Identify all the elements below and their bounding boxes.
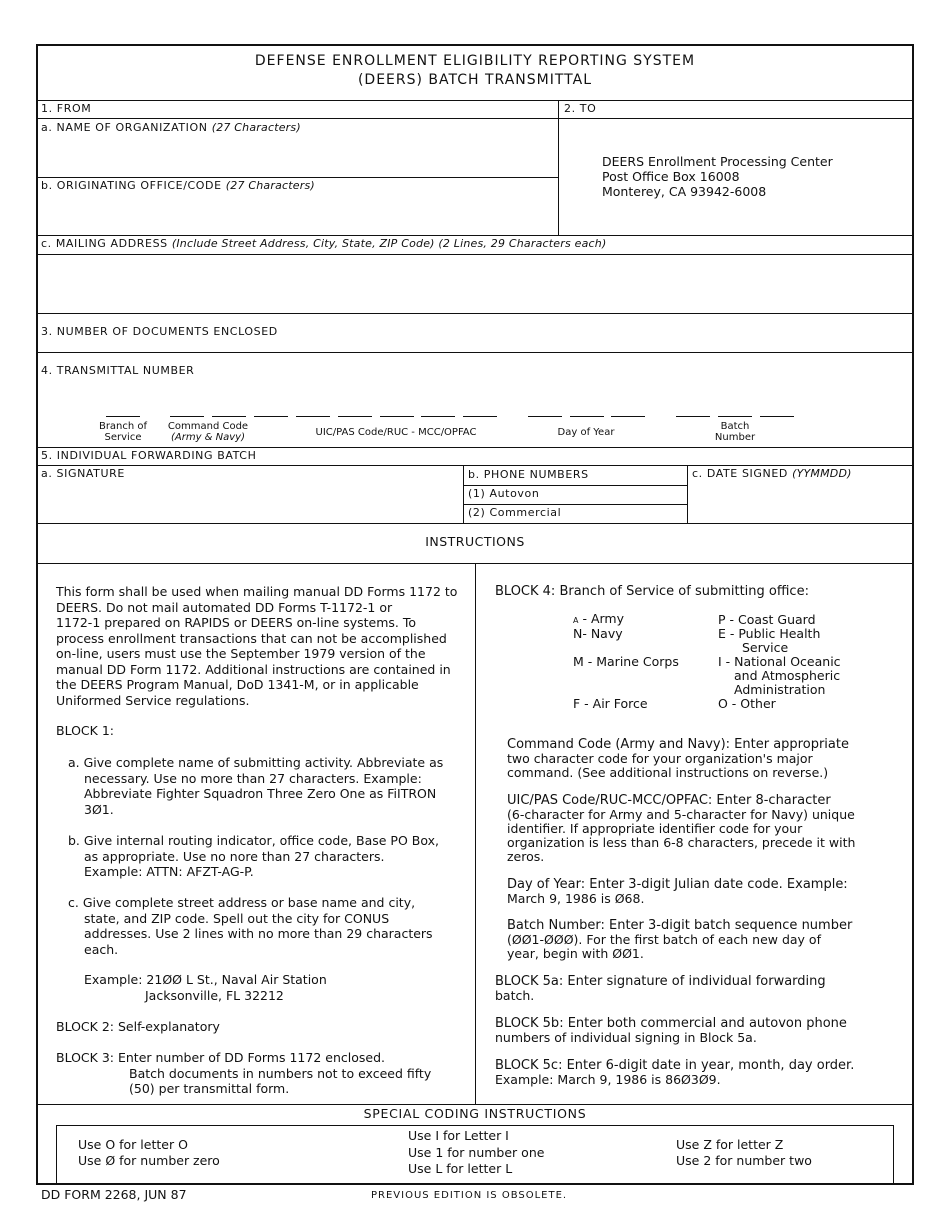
uic-blank-4[interactable] (380, 416, 414, 417)
day-blank-1[interactable] (528, 416, 562, 417)
commercial-label: (2) Commercial (468, 506, 562, 519)
block1-c-text: c. Give complete street address or base name and city, state, and ZIP code. Spell out the city for CONUS addresses. Use 2 lines with no more than 29 characters each. (68, 895, 433, 957)
divider (36, 465, 914, 466)
divider (36, 177, 558, 178)
form-title-line2: (DEERS) BATCH TRANSMITTAL (357, 72, 593, 88)
date-signed-label: c. DATE SIGNED (YYMMDD) (692, 467, 852, 480)
command-code-caption: Command Code (Army & Navy) (167, 421, 249, 443)
to-address-line1: DEERS Enrollment Processing Center (602, 154, 833, 169)
branch-air-force: F - Air Force (573, 696, 648, 711)
divider (463, 465, 464, 523)
branch-public-health-2: Service (742, 640, 789, 655)
to-address-line3: Monterey, CA 93942-6008 (602, 184, 767, 199)
block2-label: 2. TO (564, 102, 597, 115)
divider (36, 1104, 914, 1105)
divider (36, 254, 914, 255)
form-id: DD FORM 2268, JUN 87 (41, 1187, 187, 1202)
block1-label: 1. FROM (41, 102, 92, 115)
mailing-address-label: c. MAILING ADDRESS (Include Street Address, City, State, ZIP Code) (2 Lines, 29 Characters each) (41, 237, 607, 250)
phone-numbers-label: b. PHONE NUMBERS (468, 468, 589, 481)
batch-blank-1[interactable] (676, 416, 710, 417)
block2-instruction: BLOCK 2: Self-explanatory (56, 1019, 220, 1034)
batch-blank-2[interactable] (718, 416, 752, 417)
form-title-line1: DEFENSE ENROLLMENT ELIGIBILITY REPORTING SYSTEM (254, 53, 696, 69)
block1-example: Example: 21ØØ L St., Naval Air Station Jacksonville, FL 32212 (84, 972, 327, 1003)
uic-blank-5[interactable] (421, 416, 455, 417)
divider (463, 485, 687, 486)
block4-label: 4. TRANSMITTAL NUMBER (41, 364, 195, 377)
divider (475, 563, 476, 1104)
uic-blank-2[interactable] (296, 416, 330, 417)
divider (36, 313, 914, 314)
branch-noaa-2: and Atmospheric (734, 668, 841, 683)
divider (36, 100, 914, 101)
branch-blank[interactable] (106, 416, 140, 417)
block5-label: 5. INDIVIDUAL FORWARDING BATCH (41, 449, 257, 462)
uic-blank-6[interactable] (463, 416, 497, 417)
divider (558, 100, 559, 235)
divider (36, 235, 914, 236)
block3-instruction: BLOCK 3: Enter number of DD Forms 1172 enclosed. Batch documents in numbers not to exceed fifty (50) per transmittal form. (56, 1050, 432, 1096)
batch-number-instruction: Batch Number: Enter 3-digit batch sequence number (ØØ1-ØØØ). For the first batch of each new day of year, begin with ØØ1. (507, 918, 853, 961)
batch-blank-3[interactable] (760, 416, 794, 417)
branch-noaa-3: Administration (734, 682, 826, 697)
divider (36, 118, 914, 119)
block3-label: 3. NUMBER OF DOCUMENTS ENCLOSED (41, 325, 278, 338)
branch-noaa: I - National Oceanic (718, 654, 841, 669)
org-name-label: a. NAME OF ORGANIZATION (27 Characters) (41, 121, 301, 134)
obsolete-note: PREVIOUS EDITION IS OBSOLETE. (371, 1190, 568, 1201)
block5c-instruction: BLOCK 5c: Enter 6-digit date in year, month, day order. Example: March 9, 1986 is 86Ø3Ø9. (495, 1058, 855, 1087)
divider (463, 504, 687, 505)
block1-a-text: a. Give complete name of submitting activity. Abbreviate as necessary. Use no more than 27 characters. Example: Abbreviate Fighter Squadron Three Zero One as FiITRON 3Ø1. (68, 755, 444, 817)
intro-paragraph: This form shall be used when mailing manual DD Forms 1172 to DEERS. Do not mail automated DD Forms T-1172-1 or 1172-1 prepared on RAPIDS or DEERS on-line systems. To process enrollment transactions that can not be accomplished on-line, users must use the September 1979 version of the manual DD Form 1172. Additional instructions are contained in the DEERS Program Manual, DoD 1341-M, or in applicable Uniformed Service regulations. (56, 584, 458, 708)
branch-army: A - Army (573, 611, 624, 626)
day-of-year-instruction: Day of Year: Enter 3-digit Julian date code. Example: March 9, 1986 is Ø68. (507, 877, 848, 906)
command-code-instruction: Command Code (Army and Navy): Enter appropriate two character code for your organization's major command. (See additional instructions on reverse.) (507, 737, 849, 780)
day-blank-2[interactable] (570, 416, 604, 417)
command-blank-1[interactable] (170, 416, 204, 417)
block4-heading: BLOCK 4: Branch of Service of submitting office: (495, 584, 809, 599)
branch-public-health: E - Public Health (718, 626, 821, 641)
office-code-label: b. ORIGINATING OFFICE/CODE (27 Characters) (41, 179, 315, 192)
day-caption: Day of Year (557, 427, 615, 438)
signature-label: a. SIGNATURE (41, 467, 125, 480)
block5a-instruction: BLOCK 5a: Enter signature of individual forwarding batch. (495, 974, 826, 1003)
special-coding-heading: SPECIAL CODING INSTRUCTIONS (363, 1106, 587, 1121)
divider (36, 523, 914, 524)
special-col1: Use O for letter O Use Ø for number zero (78, 1137, 220, 1168)
branch-caption: Branch of Service (98, 421, 148, 443)
divider (36, 447, 914, 448)
divider (36, 352, 914, 353)
command-blank-2[interactable] (212, 416, 246, 417)
autovon-label: (1) Autovon (468, 487, 540, 500)
branch-marine: M - Marine Corps (573, 654, 679, 669)
uic-blank-3[interactable] (338, 416, 372, 417)
day-blank-3[interactable] (611, 416, 645, 417)
block1-heading: BLOCK 1: (56, 723, 114, 738)
branch-other: O - Other (718, 696, 776, 711)
branch-coast-guard: P - Coast Guard (718, 612, 816, 627)
branch-navy: N- Navy (573, 626, 623, 641)
uic-blank-1[interactable] (254, 416, 288, 417)
special-col3: Use Z for letter Z Use 2 for number two (676, 1137, 812, 1168)
instructions-heading: INSTRUCTIONS (425, 534, 525, 549)
block5b-instruction: BLOCK 5b: Enter both commercial and autovon phone numbers of individual signing in Block 5a. (495, 1016, 847, 1045)
to-address-line2: Post Office Box 16008 (602, 169, 740, 184)
uic-caption: UIC/PAS Code/RUC - MCC/OPFAC (315, 427, 477, 438)
divider (687, 465, 688, 523)
special-col2: Use I for Letter I Use 1 for number one Use L for letter L (408, 1128, 545, 1176)
block1-b-text: b. Give internal routing indicator, office code, Base PO Box, as appropriate. Use no nore than 27 characters. Example: ATTN: AFZT-AG-P. (68, 833, 439, 879)
uic-instruction: UIC/PAS Code/RUC-MCC/OPFAC: Enter 8-character (6-character for Army and 5-character for Navy) unique identifier. If appropriate identifier code for your organization is less than 6-8 characters, precede it with zeros. (507, 793, 856, 864)
batch-caption: Batch Number (714, 421, 756, 443)
